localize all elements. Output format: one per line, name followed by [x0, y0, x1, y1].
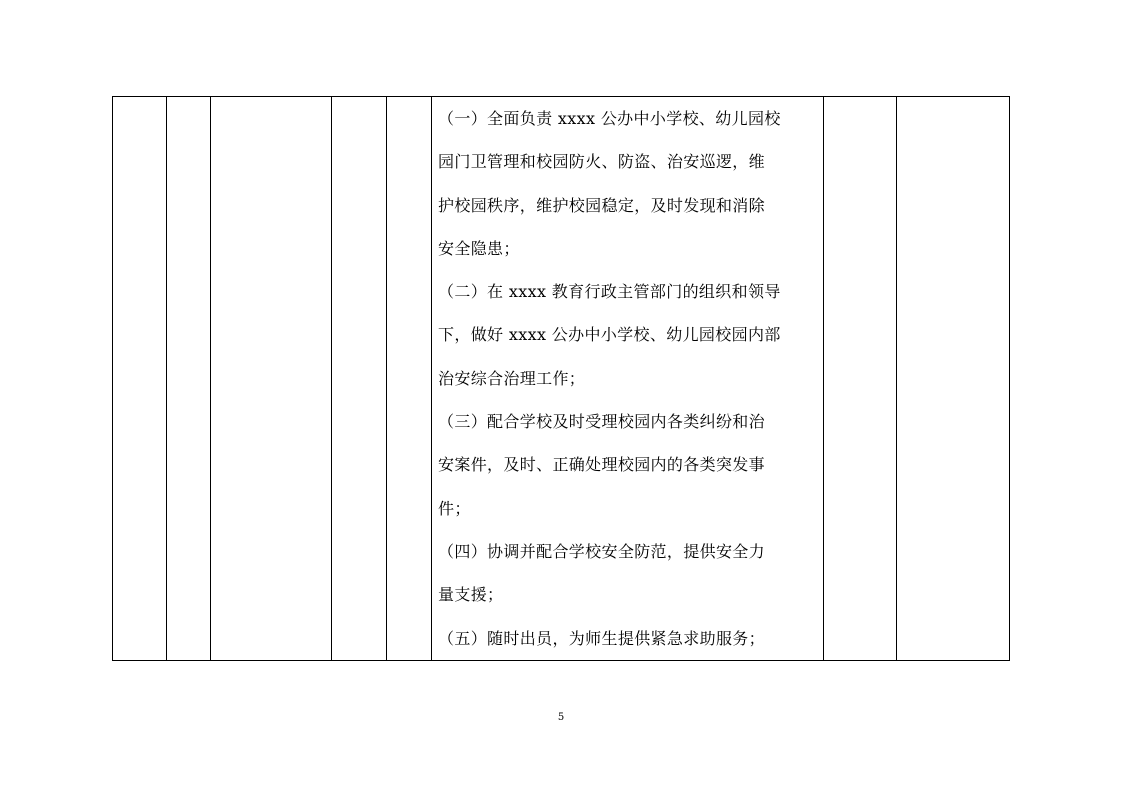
- duty-line: 护校园秩序，维护校园稳定，及时发现和消除: [438, 195, 766, 215]
- document-table: [112, 96, 1010, 661]
- table-cell-4: [332, 97, 387, 661]
- page-number: 5: [557, 712, 565, 723]
- duty-line: 治安综合治理工作；: [438, 368, 586, 388]
- duty-line: （五）随时出员，为师生提供紧急求助服务；: [438, 628, 766, 648]
- table-cell-3: [211, 97, 332, 661]
- duty-line: （三）配合学校及时受理校园内各类纠纷和治: [438, 412, 766, 432]
- duty-line: 安全隐患；: [438, 238, 520, 258]
- table-cell-5: [387, 97, 432, 661]
- table-cell-8: [897, 97, 1010, 661]
- duty-line: 安案件，及时、正确处理校园内的各类突发事: [438, 455, 766, 475]
- duty-description-cell: [432, 97, 824, 661]
- duty-line: 下，做好 xxxx 公办中小学校、幼儿园校园内部: [438, 325, 781, 345]
- duty-list: [438, 105, 818, 668]
- duty-line: 园门卫管理和校园防火、防盗、治安巡逻，维: [438, 152, 766, 172]
- table-row: [113, 97, 1010, 661]
- table-cell-1: [113, 97, 167, 661]
- duty-line: （二）在 xxxx 教育行政主管部门的组织和领导: [438, 282, 781, 302]
- duty-line: （四）协调并配合学校安全防范，提供安全力: [438, 541, 766, 561]
- duty-line: （一）全面负责 xxxx 公办中小学校、幼儿园校: [438, 109, 781, 128]
- table-cell-2: [167, 97, 211, 661]
- duty-line: 件；: [438, 498, 471, 518]
- duty-line: 量支援；: [438, 585, 504, 605]
- table-cell-7: [824, 97, 897, 661]
